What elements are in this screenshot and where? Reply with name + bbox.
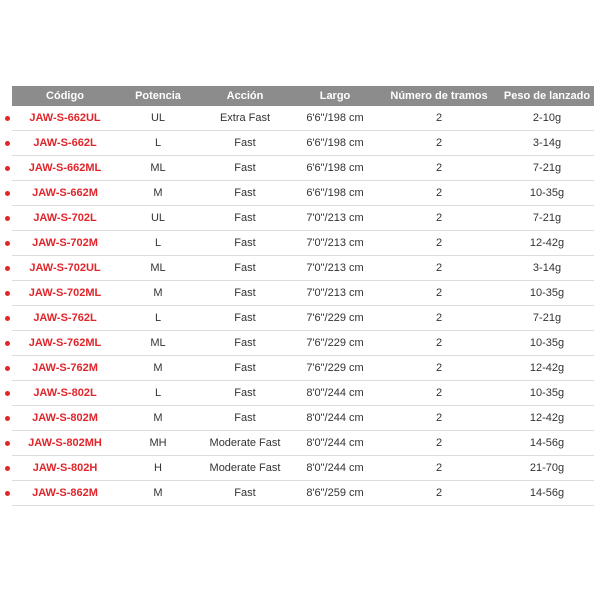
cell-peso-de-lanzado: 7-21g <box>532 162 562 174</box>
cell-largo: 6'6"/198 cm <box>306 162 364 174</box>
cell-numero-de-tramos: 2 <box>435 112 443 124</box>
cell-largo: 6'6"/198 cm <box>306 112 364 124</box>
cell-largo: 8'0"/244 cm <box>306 462 364 474</box>
cell-largo: 7'0"/213 cm <box>306 262 364 274</box>
header-accion: Acción <box>226 90 264 102</box>
cell-potencia: M <box>153 487 163 499</box>
cell-accion: Fast <box>234 187 256 199</box>
cell-largo: 7'0"/213 cm <box>306 287 364 299</box>
cell-peso-de-lanzado: 12-42g <box>529 412 565 424</box>
cell-accion: Fast <box>234 287 256 299</box>
cell-largo: 8'0"/244 cm <box>306 437 364 449</box>
cell-codigo: JAW-S-662M <box>32 187 98 199</box>
bullet-dot-icon <box>5 391 10 396</box>
cell-potencia: UL <box>150 212 166 224</box>
cell-peso-de-lanzado: 10-35g <box>529 187 565 199</box>
table-row <box>12 206 594 231</box>
table-row <box>12 381 594 406</box>
table-row <box>12 306 594 331</box>
cell-peso-de-lanzado: 12-42g <box>529 237 565 249</box>
table-row <box>12 131 594 156</box>
cell-accion: Moderate Fast <box>209 437 281 449</box>
cell-peso-de-lanzado: 14-56g <box>529 487 565 499</box>
cell-accion: Fast <box>234 137 256 149</box>
bullet-dot-icon <box>5 116 10 121</box>
cell-numero-de-tramos: 2 <box>435 137 443 149</box>
bullet-dot-icon <box>5 141 10 146</box>
bullet-dot-icon <box>5 241 10 246</box>
cell-largo: 6'6"/198 cm <box>306 137 364 149</box>
cell-potencia: ML <box>150 337 166 349</box>
cell-largo: 8'0"/244 cm <box>306 387 364 399</box>
cell-potencia: M <box>153 187 163 199</box>
cell-accion: Fast <box>234 337 256 349</box>
cell-numero-de-tramos: 2 <box>435 487 443 499</box>
cell-largo: 7'6"/229 cm <box>306 362 364 374</box>
table-row <box>12 406 594 431</box>
header-largo: Largo <box>319 90 351 102</box>
cell-numero-de-tramos: 2 <box>435 462 443 474</box>
cell-codigo: JAW-S-662ML <box>28 162 102 174</box>
header-numero-de-tramos: Número de tramos <box>390 90 488 102</box>
cell-codigo: JAW-S-802L <box>33 387 97 399</box>
table-row <box>12 106 594 131</box>
cell-accion: Fast <box>234 212 256 224</box>
table-row <box>12 281 594 306</box>
cell-potencia: L <box>154 387 162 399</box>
cell-codigo: JAW-S-662UL <box>29 112 101 124</box>
cell-accion: Fast <box>234 412 256 424</box>
table-row <box>12 331 594 356</box>
cell-codigo: JAW-S-702ML <box>28 287 102 299</box>
cell-accion: Fast <box>234 312 256 324</box>
cell-largo: 8'0"/244 cm <box>306 412 364 424</box>
bullet-dot-icon <box>5 466 10 471</box>
cell-numero-de-tramos: 2 <box>435 262 443 274</box>
cell-codigo: JAW-S-762ML <box>28 337 102 349</box>
bullet-dot-icon <box>5 166 10 171</box>
bullet-dot-icon <box>5 491 10 496</box>
cell-codigo: JAW-S-662L <box>33 137 97 149</box>
cell-potencia: H <box>154 462 162 474</box>
table-row <box>12 256 594 281</box>
cell-peso-de-lanzado: 7-21g <box>532 212 562 224</box>
cell-peso-de-lanzado: 10-35g <box>529 337 565 349</box>
cell-potencia: M <box>153 362 163 374</box>
table-row <box>12 156 594 181</box>
cell-potencia: MH <box>149 437 167 449</box>
cell-numero-de-tramos: 2 <box>435 387 443 399</box>
cell-accion: Fast <box>234 362 256 374</box>
cell-numero-de-tramos: 2 <box>435 237 443 249</box>
cell-accion: Fast <box>234 262 256 274</box>
cell-numero-de-tramos: 2 <box>435 312 443 324</box>
cell-peso-de-lanzado: 14-56g <box>529 437 565 449</box>
cell-potencia: ML <box>150 262 166 274</box>
bullet-dot-icon <box>5 441 10 446</box>
cell-potencia: L <box>154 237 162 249</box>
cell-largo: 7'6"/229 cm <box>306 337 364 349</box>
cell-peso-de-lanzado: 7-21g <box>532 312 562 324</box>
cell-peso-de-lanzado: 21-70g <box>529 462 565 474</box>
cell-numero-de-tramos: 2 <box>435 287 443 299</box>
cell-potencia: ML <box>150 162 166 174</box>
cell-peso-de-lanzado: 12-42g <box>529 362 565 374</box>
table-row <box>12 356 594 381</box>
cell-codigo: JAW-S-702M <box>32 237 98 249</box>
cell-numero-de-tramos: 2 <box>435 337 443 349</box>
cell-largo: 7'0"/213 cm <box>306 212 364 224</box>
bullet-dot-icon <box>5 366 10 371</box>
bullet-dot-icon <box>5 291 10 296</box>
cell-numero-de-tramos: 2 <box>435 162 443 174</box>
table-body <box>12 106 594 506</box>
cell-accion: Fast <box>234 487 256 499</box>
bullet-dot-icon <box>5 191 10 196</box>
cell-numero-de-tramos: 2 <box>435 362 443 374</box>
table-row <box>12 231 594 256</box>
header-potencia: Potencia <box>135 90 181 102</box>
cell-accion: Fast <box>234 162 256 174</box>
cell-peso-de-lanzado: 10-35g <box>529 287 565 299</box>
cell-codigo: JAW-S-802M <box>32 412 98 424</box>
table-row <box>12 456 594 481</box>
cell-potencia: UL <box>150 112 166 124</box>
table-row <box>12 181 594 206</box>
cell-codigo: JAW-S-702UL <box>29 262 101 274</box>
cell-codigo: JAW-S-862M <box>32 487 98 499</box>
table-row <box>12 481 594 506</box>
header-peso-de-lanzado: Peso de lanzado <box>503 90 591 102</box>
bullet-dot-icon <box>5 341 10 346</box>
bullet-dot-icon <box>5 316 10 321</box>
cell-accion: Moderate Fast <box>209 462 281 474</box>
cell-codigo: JAW-S-762M <box>32 362 98 374</box>
cell-peso-de-lanzado: 3-14g <box>532 262 562 274</box>
cell-largo: 7'0"/213 cm <box>306 237 364 249</box>
table-header-row <box>12 86 594 106</box>
cell-potencia: L <box>154 312 162 324</box>
cell-largo: 8'6"/259 cm <box>306 487 364 499</box>
header-codigo: Código <box>46 90 84 102</box>
cell-codigo: JAW-S-702L <box>33 212 97 224</box>
bullet-dot-icon <box>5 216 10 221</box>
cell-accion: Extra Fast <box>219 112 271 124</box>
cell-peso-de-lanzado: 2-10g <box>532 112 562 124</box>
cell-codigo: JAW-S-802MH <box>28 437 102 449</box>
cell-numero-de-tramos: 2 <box>435 437 443 449</box>
cell-numero-de-tramos: 2 <box>435 187 443 199</box>
bullet-dot-icon <box>5 266 10 271</box>
cell-largo: 7'6"/229 cm <box>306 312 364 324</box>
cell-codigo: JAW-S-762L <box>33 312 97 324</box>
cell-potencia: M <box>153 412 163 424</box>
cell-codigo: JAW-S-802H <box>32 462 98 474</box>
table-row <box>12 431 594 456</box>
cell-potencia: L <box>154 137 162 149</box>
cell-accion: Fast <box>234 387 256 399</box>
cell-numero-de-tramos: 2 <box>435 412 443 424</box>
cell-accion: Fast <box>234 237 256 249</box>
cell-peso-de-lanzado: 3-14g <box>532 137 562 149</box>
cell-largo: 6'6"/198 cm <box>306 187 364 199</box>
cell-potencia: M <box>153 287 163 299</box>
spec-table <box>12 86 594 506</box>
bullet-dot-icon <box>5 416 10 421</box>
cell-peso-de-lanzado: 10-35g <box>529 387 565 399</box>
cell-numero-de-tramos: 2 <box>435 212 443 224</box>
